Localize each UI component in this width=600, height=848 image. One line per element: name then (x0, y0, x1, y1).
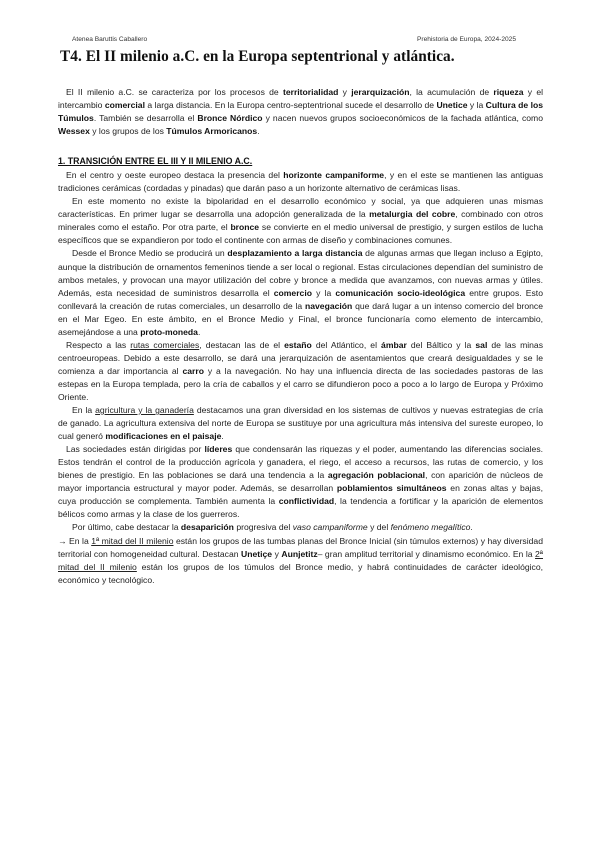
text-run: Por último, cabe destacar la (72, 522, 181, 533)
bold-term: agregación poblacional (327, 470, 426, 481)
bold-term: Túmulos Armoricanos (166, 126, 258, 137)
paragraph-mitades-milenio (58, 535, 543, 587)
bold-term: líderes (204, 444, 233, 455)
bold-term: comercial (104, 100, 145, 111)
bold-term: Wessex (58, 126, 90, 137)
italic-term: fenómeno megalítico (390, 522, 471, 533)
text-run: , con aparición de núcleos de mayor importancia estructural y mayor poder. Además, se desarrollan (58, 470, 544, 494)
text-run: entre grupos. Esto conllevará la creación de rutas comerciales, un desarrollo de la (58, 287, 543, 311)
underlined-term: 2ª mitad del II milenio (58, 548, 543, 572)
text-run: se convierte en el medio universal de prestigio, y surgen estilos de lucha específicos que se expandieron por todo el continente con armas de diseño y combinaciones comunes. (58, 222, 544, 246)
text-run: . (197, 326, 201, 337)
bold-term: metalurgia del cobre (369, 209, 456, 220)
text-run: que condensarán las riquezas y el poder, aumentando las diferencias sociales. Estos tendrán el control de la producción agrícola y ganadera, el riego, el acceso a recursos, las rutas de comercio, y los bienes de prestigio. En las poblaciones se dará una tendencia a la (58, 444, 544, 481)
bold-term: navegación (305, 300, 353, 311)
text-run: El II milenio a.C. se caracteriza por los procesos de (66, 87, 283, 97)
underlined-term: rutas comerciales (130, 339, 200, 350)
text-run: y a la navegación. No hay una influencia directa de las sociedades pastoras de las estepas en la Europa templada, pero la cría de caballos y el carro se difundieron poco a poco a lo largo de Europa y Próximo Oriente. (58, 365, 543, 402)
section-heading: 1. TRANSICIÓN ENTRE EL III Y II MILENIO A.C. (58, 156, 253, 167)
header-course: Prehistoria de Europa, 2024-2025 (417, 36, 516, 43)
text-run: – gran amplitud territorial y dinamismo económico. En la (317, 548, 536, 559)
bold-term: ámbar (381, 339, 407, 350)
text-run: que dará lugar a un intenso comercio del bronce en el Mar Egeo. En este ámbito, en el Bronce Medio y Final, el bronce funcionaría como elemento de intercambio, asemejándose a una (58, 300, 543, 337)
text-run: , y en el este se mantienen las antiguas tradiciones cerámicas (cordadas y pinadas) que darán paso a un horizonte alternativo de cerámicas lisas. (58, 170, 543, 194)
text-run: , la tendencia a fortificar y la aparición de elementos bélicos como armas y la clase de los guerreros. (58, 496, 543, 520)
text-run: . (221, 431, 224, 442)
text-run: destacamos una gran diversidad en los sistemas de cultivos y nuevas estrategias de cría de ganado. La agricultura extensiva del norte de Europa se sustituye por una agricultura más intensiva del sureste europeo, lo cual generó (58, 405, 543, 442)
text-run: progresiva del (233, 522, 293, 533)
text-run: Respecto a las (66, 339, 131, 350)
italic-term: vaso campaniforme (292, 522, 368, 533)
bold-term: Unetice (436, 100, 468, 111)
text-run: , destacan las de el (199, 339, 285, 350)
text-run: En el centro y oeste europeo destaca la presencia del (66, 170, 284, 181)
bold-term: carro (182, 365, 204, 376)
text-run: Desde el Bronce Medio se producirá un (72, 248, 228, 259)
text-run: del Atlántico, el (311, 339, 382, 350)
underlined-term: agricultura y la ganadería (95, 405, 194, 416)
text-run: . (257, 126, 260, 137)
paragraph-bronce-medio (58, 247, 543, 338)
text-run: y nacen nuevos grupos socioeconómicos de la fachada atlántica, como (262, 113, 544, 124)
text-run: en zonas altas y bajas, cuya producción se complementa. También aumenta la (58, 483, 543, 507)
text-run: y la (467, 100, 486, 111)
bold-term: desaparición (180, 522, 234, 533)
text-run: y (272, 548, 282, 559)
intro-paragraph (58, 86, 543, 138)
bold-term: horizonte campaniforme (283, 170, 385, 181)
paragraph-desaparicion (58, 521, 543, 534)
text-run: y la (311, 287, 336, 298)
text-run: y los grupos de los (89, 126, 167, 137)
page-title: T4. El II milenio a.C. en la Europa septentrional y atlántica. (60, 48, 455, 65)
paragraph-metalurgia (58, 195, 543, 247)
bold-term: comercio (273, 287, 312, 298)
text-run: y del (367, 522, 391, 533)
bold-term: riqueza (493, 87, 524, 97)
header-author: Atenea Baruttis Caballero (72, 36, 148, 43)
paragraph-rutas-comerciales (58, 339, 543, 404)
bold-term: Unetiçe (241, 548, 273, 559)
text-run: , la acumulación de (409, 87, 494, 97)
text-run: están los grupos de las tumbas planas del Bronce Inicial (sin túmulos externos) y hay diversidad territorial con homogeneidad cultural. Destacan (58, 535, 543, 559)
text-run: → En la (58, 535, 92, 546)
text-run: de las minas centroeuropeas. Debido a este desarrollo, se dará una jerarquización de asentamientos que creará desigualdades y se le comienza a dar importancia al (58, 339, 543, 376)
text-run: del Báltico y la (406, 339, 476, 350)
text-run: . También se desarrolla el (93, 113, 198, 124)
paragraph-agricultura (58, 404, 543, 443)
bold-term: modificaciones en el paisaje (105, 431, 222, 442)
paragraph-sociedades (58, 443, 543, 521)
bold-term: desplazamiento a larga distancia (227, 248, 363, 259)
bold-term: jerarquización (351, 87, 410, 97)
text-run: . (470, 522, 473, 533)
bold-term: Cultura de los Túmulos (58, 100, 543, 124)
document-body (58, 86, 543, 587)
text-run: de algunas armas que llegan incluso a Egipto, aunque la distribución de ornamentos femeninos tiende a ser local o regional. Estas circulaciones dependían del suministro de ambos metales, y provocan una mayor utilización del cobre y bronce a medida que avanzamos, con nuevas armas y útiles. Además, esta necesidad de suministros desarrolla el (58, 248, 544, 298)
bold-term: estaño (284, 339, 312, 350)
paragraph-campaniforme (58, 169, 543, 195)
bold-term: poblamientos simultáneos (336, 483, 447, 494)
bold-term: proto-moneda (140, 326, 198, 337)
bold-term: comunicación socio-ideológica (335, 287, 466, 298)
text-run: , combinado con otros minerales como el estaño. Por otra parte, el (58, 209, 543, 233)
text-run: a larga distancia. En la Europa centro-septentrional sucede el desarrollo de (144, 100, 437, 111)
text-run: Las sociedades están dirigidas por (66, 444, 205, 455)
bold-term: sal (475, 339, 488, 350)
bold-term: territorialidad (282, 87, 339, 97)
text-run: En este momento no existe la bipolaridad en el desarrollo económico y social, ya que adquieren unas mismas características. En primer lugar se desarrolla una adopción generalizada de la (58, 196, 543, 220)
text-run: En la (72, 405, 96, 416)
underlined-term: 1ª mitad del II milenio (91, 535, 174, 546)
text-run: están los grupos de los túmulos del Bronce medio, y habrá continuidades de carácter ideológico, económico y tecnológico. (58, 561, 543, 585)
text-run: y (338, 87, 352, 97)
bold-term: Bronce Nórdico (197, 113, 263, 124)
bold-term: conflictividad (278, 496, 335, 507)
bold-term: Aunjetitz (281, 548, 318, 559)
text-run: y el intercambio (58, 87, 544, 111)
bold-term: bronce (230, 222, 260, 233)
